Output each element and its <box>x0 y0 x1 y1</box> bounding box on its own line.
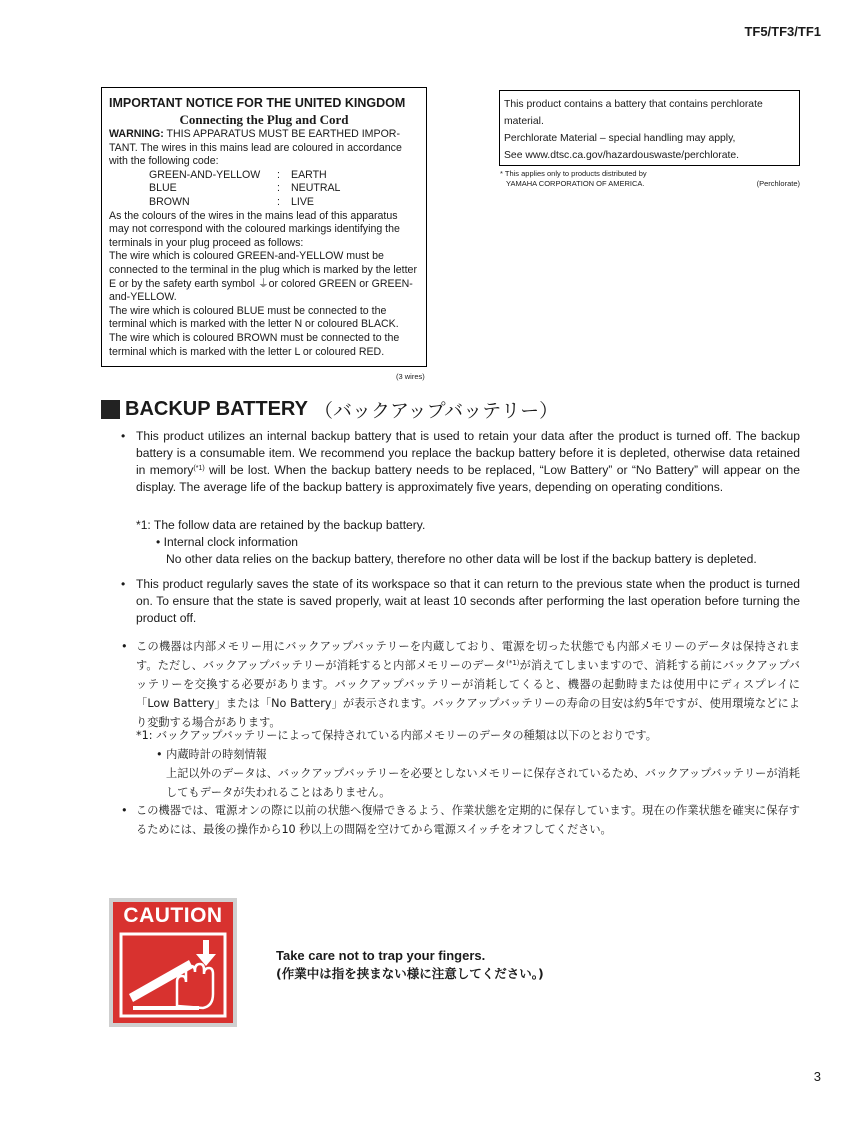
bullet-dot: • <box>121 577 126 591</box>
en-bullet-1-text-a: This product utilizes an internal backup battery that is used to retain your data after the product is turned off. The backup battery is a consumable item. We recommend you replace the backup battery before it is depleted, otherwise data retained in memory <box>136 429 800 477</box>
bullet-dot: • <box>121 804 128 817</box>
en-footnote <box>136 517 800 568</box>
caution-text-en: Take care not to trap your fingers. <box>276 948 486 963</box>
wire-code-row <box>149 196 419 210</box>
uk-notice-box <box>101 87 427 367</box>
jp-bullet-1 <box>121 637 800 732</box>
heading-text-jp: （バックアップバッテリー） <box>313 400 559 422</box>
caution-sign-face <box>113 902 233 1023</box>
heading-text: BACKUP BATTERY <box>125 398 308 420</box>
en-footnote-label: *1: The follow data are retained by the backup battery. <box>136 518 426 532</box>
bullet-dot: • <box>121 429 126 443</box>
uk-para-4: The wire which is coloured BROWN must be connected to the terminal which is marked with the letter L or coloured RED. <box>109 331 400 358</box>
wire-sep: : <box>277 168 280 181</box>
jp-bullet-1-text-b: が消えてしまいますので、消耗する前にバックアップバッテリーを交換する必要があります。バックアップバッテリーが消耗してくると、機器の起動時または使用中にディスプレイに「Low Battery」または「No Battery」が表示されます。バックアップバッテリーの寿命の目安は約5年ですが、使用環境などにより変動する場合があります。 <box>136 659 800 729</box>
wire-color: BLUE <box>149 182 177 195</box>
jp-footnote-label: *1: バックアップバッテリーによって保持されている内部メモリーのデータの種類は以下のとおりです。 <box>136 729 657 742</box>
heading-square-icon <box>101 400 120 419</box>
uk-para-2a: The wire which is coloured GREEN-and-YELLOW must be connected to the terminal in the plug which is marked by the letter E or by the safety earth symbol <box>109 250 417 290</box>
jp-bullet-1-text-a: この機器は内部メモリー用にバックアップバッテリーを内蔵しており、電源を切った状態でも内部メモリーのデータは保持されます。ただし、バックアップバッテリーが消耗すると内部メモリーのデータ <box>136 640 800 672</box>
uk-para-2b: or colored GREEN or GREEN-and-YELLOW. <box>109 277 413 304</box>
perchlorate-note-line-1: * This applies only to products distributed by <box>500 169 647 178</box>
footnote-ref-jp: (*1) <box>506 659 520 667</box>
perchlorate-box <box>499 90 800 166</box>
wire-code-row <box>149 169 419 183</box>
perchlorate-line-2: Perchlorate Material – special handling may apply, <box>504 133 736 144</box>
uk-para-3: The wire which is coloured BLUE must be connected to the terminal which is marked with the letter N or coloured BLACK. <box>109 304 399 331</box>
finger-trap-icon <box>119 932 227 1018</box>
caution-text <box>276 947 544 983</box>
uk-para-2 <box>109 250 419 304</box>
jp-bullet-2 <box>121 801 800 839</box>
jp-bullet-2-text: この機器では、電源オンの際に以前の状態へ復帰できるよう、作業状態を定期的に保存しています。現在の作業状態を確実に保存するためには、最後の操作から10 秒以上の間隔を空けてから電源スイッチをオフしてください。 <box>136 804 800 836</box>
perchlorate-note <box>500 169 800 189</box>
uk-footnote: (3 wires) <box>396 372 425 381</box>
uk-notice-subtitle: Connecting the Plug and Cord <box>179 112 349 127</box>
perchlorate-line-1: This product contains a battery that contains perchlorate material. <box>504 99 763 127</box>
wire-meaning: NEUTRAL <box>291 182 341 195</box>
wire-meaning: EARTH <box>291 168 327 181</box>
perchlorate-note-line-2: YAMAHA CORPORATION OF AMERICA. <box>506 179 645 188</box>
en-bullet-2 <box>121 576 800 627</box>
wire-sep: : <box>277 182 280 195</box>
caution-sign <box>109 898 237 1027</box>
caution-word: CAUTION <box>123 904 223 927</box>
wire-sep: : <box>277 195 280 208</box>
en-footnote-item: • Internal clock information <box>156 535 299 549</box>
perchlorate-line-3: See www.dtsc.ca.gov/hazardouswaste/perchlorate. <box>504 150 740 161</box>
bullet-dot: • <box>121 640 128 653</box>
wire-color: GREEN-AND-YELLOW <box>149 168 261 181</box>
warning-text: THIS APPARATUS MUST BE EARTHED IMPOR-TANT. The wires in this mains lead are coloured in accordance with the following code: <box>109 128 402 168</box>
section-heading <box>101 396 558 423</box>
wire-color: BROWN <box>149 195 190 208</box>
jp-footnote-item: • 内蔵時計の時刻情報 <box>156 748 267 761</box>
uk-para-1: As the colours of the wires in the mains lead of this apparatus may not correspond with the coloured markings identifying the terminals in your plug proceed as follows: <box>109 209 400 249</box>
wire-meaning: LIVE <box>291 195 314 208</box>
jp-footnote-other: 上記以外のデータは、バックアップバッテリーを必要としないメモリーに保存されているため、バックアップバッテリーが消耗してもデータが失われることはありません。 <box>166 767 800 799</box>
footnote-ref: (*1) <box>193 465 205 472</box>
en-bullet-2-text: This product regularly saves the state of its workspace so that it can return to the previous state when the product is turned on. To ensure that the state is saved properly, wait at least 10 seconds after performing the last operation before turning the product off. <box>136 577 800 625</box>
wire-code-row <box>149 182 419 196</box>
warning-label: WARNING: <box>109 128 164 140</box>
uk-notice-title: IMPORTANT NOTICE FOR THE UNITED KINGDOM <box>109 96 406 110</box>
earth-symbol-icon: ⏚ <box>257 277 269 290</box>
page-number: 3 <box>813 1069 821 1084</box>
en-bullet-1-text-b: will be lost. When the backup battery needs to be replaced, “Low Battery” or “No Battery” will appear on the display. The average life of the backup battery is approximately five years, depending on operating conditions. <box>136 463 801 494</box>
en-bullet-1 <box>121 428 800 496</box>
en-footnote-other: No other data relies on the backup battery, therefore no other data will be lost if the backup battery is depleted. <box>166 552 757 566</box>
caution-text-jp: (作業中は指を挟まない様に注意してください。) <box>276 966 544 981</box>
perchlorate-tag: (Perchlorate) <box>756 179 800 188</box>
model-name: TF5/TF3/TF1 <box>744 24 821 39</box>
jp-footnote <box>136 726 800 802</box>
uk-warning <box>109 128 419 169</box>
